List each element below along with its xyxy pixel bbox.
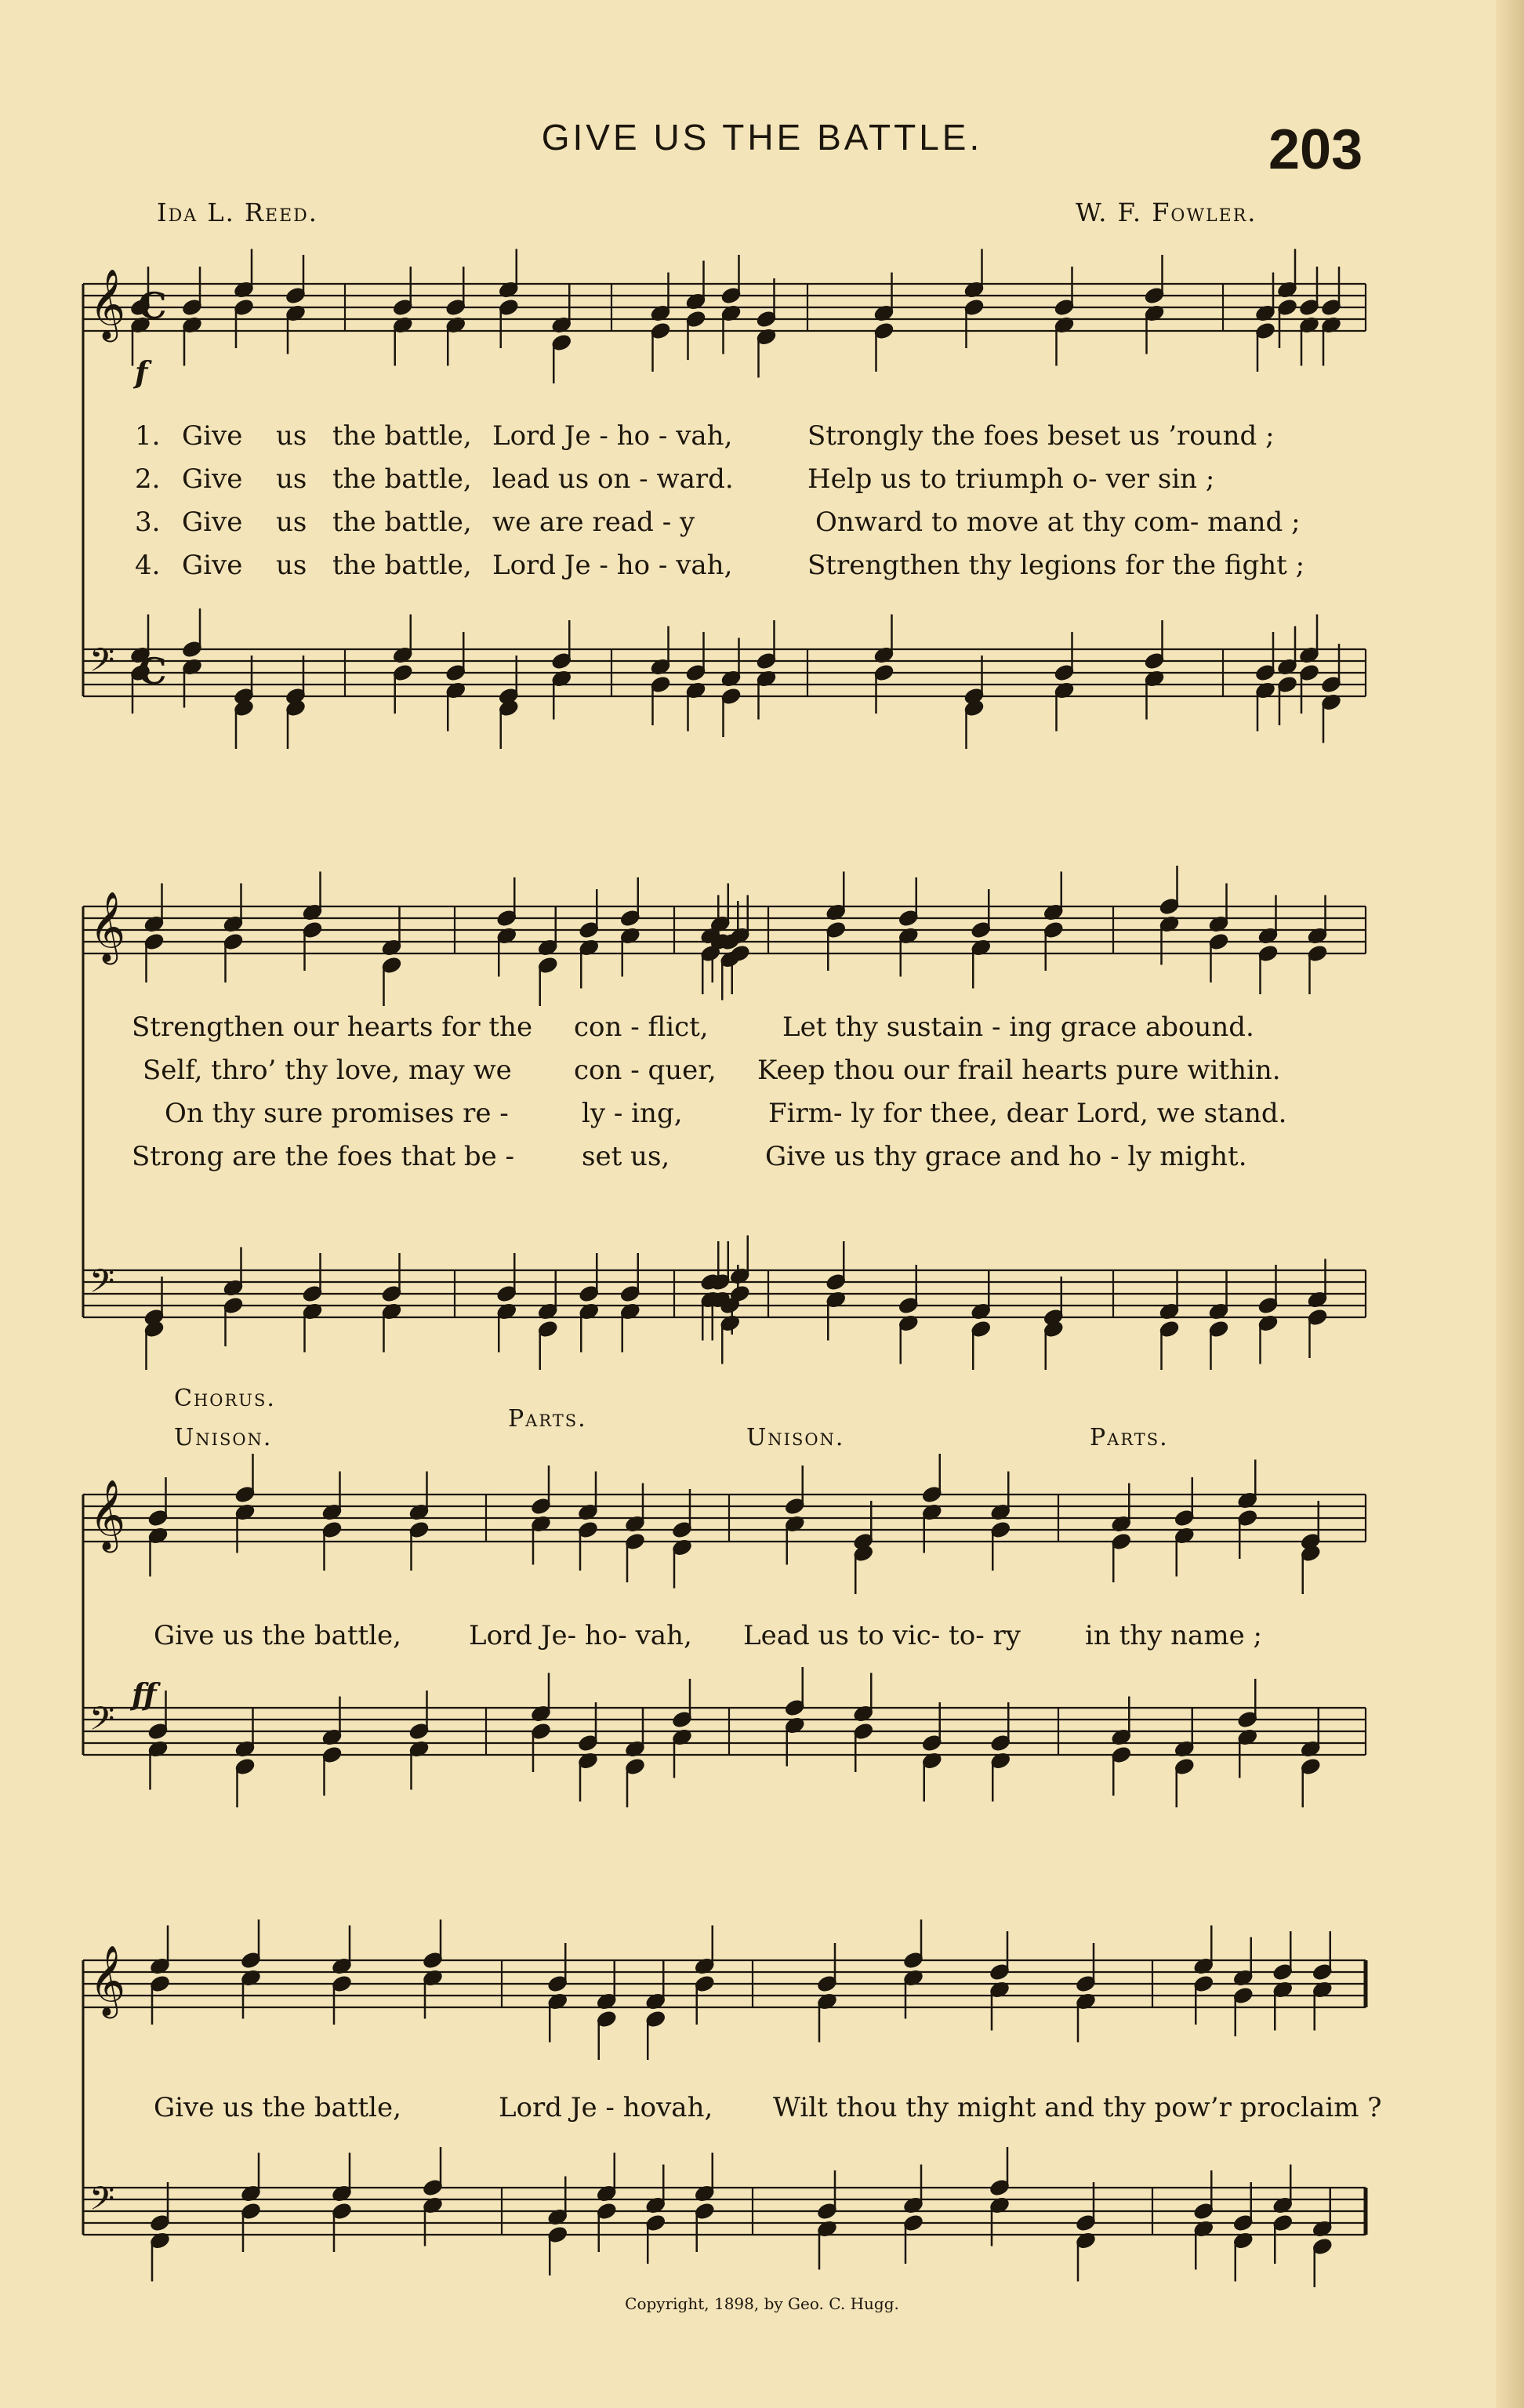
lyric-phrase: Wilt thou thy might and thy pow’r proclaim ?	[773, 2092, 1382, 2123]
lyric-phrase: con - quer,	[574, 1055, 717, 1086]
verse-number: 1.	[135, 420, 161, 452]
svg-text:𝄞: 𝄞	[89, 892, 126, 962]
lyric-word: Give	[182, 550, 243, 581]
verse-number: 4.	[135, 550, 161, 581]
svg-text:𝄢: 𝄢	[89, 641, 115, 687]
svg-text:𝄢: 𝄢	[89, 1700, 115, 1745]
lyric-phrase: Strengthen thy legions for the fight ;	[807, 550, 1305, 581]
parts-label: Parts.	[508, 1405, 587, 1433]
lyric-phrase: we are read - y	[492, 507, 695, 538]
lyric-phrase: Lead us to vic- to- ry	[743, 1620, 1021, 1651]
lyric-word: us	[276, 507, 307, 538]
svg-text:𝄞: 𝄞	[89, 1480, 126, 1550]
lyric-phrase: On thy sure promises re -	[165, 1098, 509, 1129]
lyric-phrase: Strengthen our hearts for the	[132, 1012, 533, 1043]
lyric-phrase: Lord Je- ho- vah,	[469, 1620, 692, 1651]
svg-text:𝄢: 𝄢	[89, 2180, 115, 2225]
svg-text:𝄞: 𝄞	[89, 1945, 126, 2016]
lyric-word: us	[276, 420, 307, 452]
lyric-phrase: Lord Je - ho - vah,	[492, 420, 733, 452]
lyric-phrase: Let thy sustain - ing grace abound.	[782, 1012, 1254, 1043]
lyric-phrase: Give us the battle,	[154, 2092, 401, 2123]
lyric-phrase: Give us thy grace and ho - ly might.	[765, 1141, 1247, 1172]
chorus-label: Chorus.	[174, 1385, 276, 1412]
unison-label: Unison.	[174, 1424, 273, 1451]
lyric-phrase: Lord Je - hovah,	[499, 2092, 713, 2123]
lyric-phrase: the battle,	[332, 463, 472, 495]
page-number: 203	[1268, 118, 1363, 181]
lyric-phrase: Strongly the foes beset us ’round ;	[807, 420, 1275, 452]
lyric-phrase: Help us to triumph o- ver sin ;	[807, 463, 1215, 495]
parts-label: Parts.	[1090, 1424, 1169, 1451]
lyric-phrase: lead us on - ward.	[492, 463, 734, 495]
svg-text:𝄞: 𝄞	[89, 269, 126, 340]
lyric-phrase: Firm- ly for thee, dear Lord, we stand.	[768, 1098, 1287, 1129]
lyric-word: Give	[182, 463, 243, 495]
lyric-phrase: Keep thou our frail hearts pure within.	[757, 1055, 1281, 1086]
lyric-phrase: set us,	[582, 1141, 670, 1172]
lyric-phrase: in thy name ;	[1085, 1620, 1262, 1651]
dynamic-forte: f	[135, 354, 148, 390]
verse-number: 2.	[135, 463, 161, 495]
lyric-word: us	[276, 550, 307, 581]
lyric-phrase: the battle,	[332, 420, 472, 452]
copyright-notice: Copyright, 1898, by Geo. C. Hugg.	[625, 2294, 899, 2313]
lyric-phrase: con - flict,	[574, 1012, 709, 1043]
lyric-phrase: Onward to move at thy com- mand ;	[815, 507, 1301, 538]
lyric-phrase: the battle,	[332, 550, 472, 581]
svg-text:C: C	[138, 650, 167, 692]
composer-credit: W. F. Fowler.	[1076, 198, 1257, 227]
lyric-word: us	[276, 463, 307, 495]
lyric-word: Give	[182, 420, 243, 452]
lyric-phrase: the battle,	[332, 507, 472, 538]
unison-label: Unison.	[746, 1424, 845, 1451]
lyric-phrase: Lord Je - ho - vah,	[492, 550, 733, 581]
lyric-phrase: ly - ing,	[582, 1098, 683, 1129]
svg-text:𝄢: 𝄢	[89, 1262, 115, 1308]
hymn-title: GIVE US THE BATTLE.	[541, 117, 983, 158]
svg-text:C: C	[138, 285, 167, 327]
dynamic-fortissimo: ff	[132, 1676, 157, 1712]
lyric-phrase: Strong are the foes that be -	[132, 1141, 515, 1172]
lyric-phrase: Self, thro’ thy love, may we	[143, 1055, 512, 1086]
lyric-phrase: Give us the battle,	[154, 1620, 401, 1651]
page-edge	[1496, 0, 1524, 2408]
lyric-word: Give	[182, 507, 243, 538]
verse-number: 3.	[135, 507, 161, 538]
author-credit: Ida L. Reed.	[157, 198, 318, 227]
